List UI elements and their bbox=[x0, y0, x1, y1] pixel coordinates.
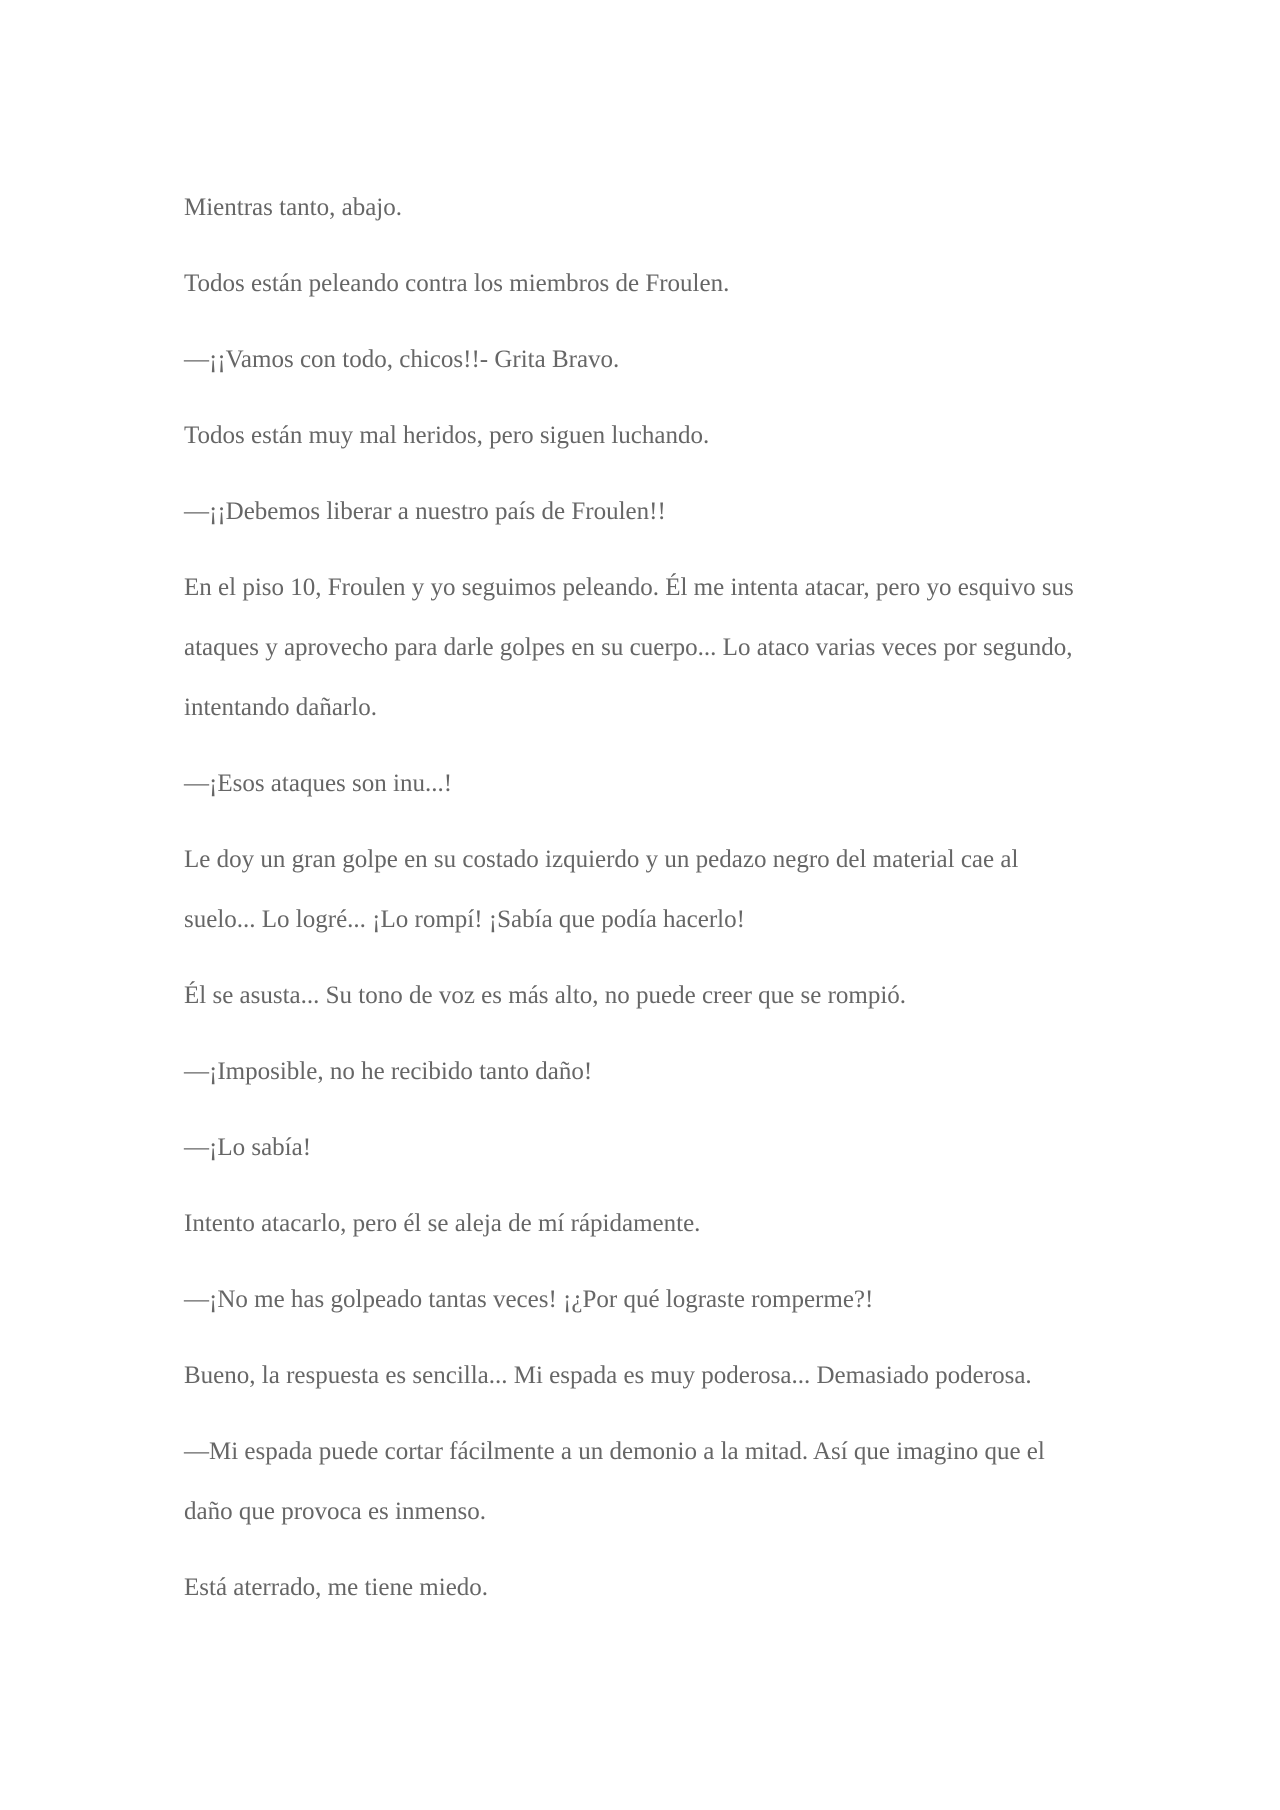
paragraph: —¡Esos ataques son inu...! bbox=[184, 770, 453, 797]
paragraph: En el piso 10, Froulen y yo seguimos peleando. Él me intenta atacar, pero yo esquivo sus ataques y aprovecho para darle golpes en su cuerpo... Lo ataco varias veces por segundo, intentando dañarlo. bbox=[184, 574, 1074, 721]
paragraph: Intento atacarlo, pero él se aleja de mí rápidamente. bbox=[184, 1210, 701, 1237]
paragraph: —¡¡Debemos liberar a nuestro país de Froulen!! bbox=[184, 498, 666, 525]
paragraph: Le doy un gran golpe en su costado izquierdo y un pedazo negro del material cae al suelo... Lo logré... ¡Lo rompí! ¡Sabía que podía hacerlo! bbox=[184, 846, 1019, 933]
paragraph: —¡Lo sabía! bbox=[184, 1134, 312, 1161]
paragraph: Él se asusta... Su tono de voz es más alto, no puede creer que se rompió. bbox=[184, 982, 907, 1009]
paragraph: Mientras tanto, abajo. bbox=[184, 194, 402, 221]
paragraph: —¡No me has golpeado tantas veces! ¡¿Por qué lograste romperme?! bbox=[184, 1286, 874, 1313]
paragraph: Todos están peleando contra los miembros de Froulen. bbox=[184, 270, 730, 297]
paragraph: —¡¡Vamos con todo, chicos!!- Grita Bravo. bbox=[184, 346, 620, 373]
paragraph: —Mi espada puede cortar fácilmente a un demonio a la mitad. Así que imagino que el daño que provoca es inmenso. bbox=[184, 1438, 1045, 1525]
paragraph: Está aterrado, me tiene miedo. bbox=[184, 1574, 489, 1601]
paragraph: Todos están muy mal heridos, pero siguen luchando. bbox=[184, 422, 710, 449]
paragraph: —¡Imposible, no he recibido tanto daño! bbox=[184, 1058, 593, 1085]
paragraph: Bueno, la respuesta es sencilla... Mi espada es muy poderosa... Demasiado poderosa. bbox=[184, 1362, 1032, 1389]
document-body bbox=[184, 178, 1096, 1634]
